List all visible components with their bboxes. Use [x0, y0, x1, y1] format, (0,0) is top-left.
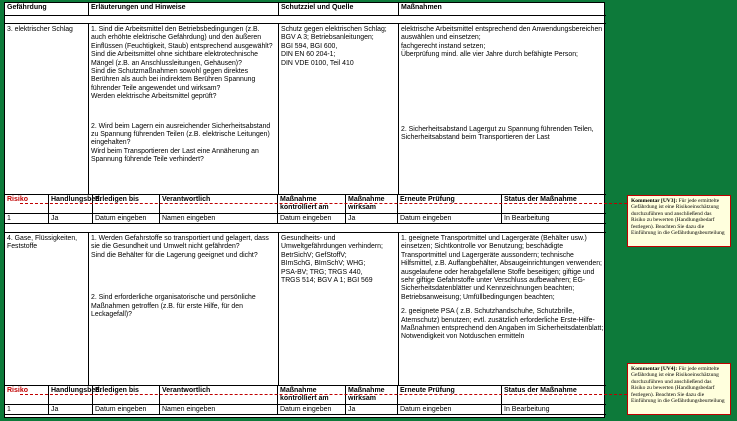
hazard-measures: [399, 233, 606, 385]
next-check-value[interactable]: Datum eingeben: [398, 405, 502, 414]
responsible-label: Verantwortlich: [160, 386, 278, 404]
note-1: 1. Sind die Arbeitsmittel den Betriebsbedingungen (z.B. auch erhöhte elektrische Gefährdung) und den äußeren Einflüssen (Feuchtigkeit, Staub) entsprechend ausgewählt? Sind die Arbeitsmittel ohne sichtbare elektrotechnische Mängel (z.B. an Anschlussleitungen, Gehäusen)? Sind die Schutzmaßnahmen sowohl gegen direktes Berühren als auch bei indirektem Berühren Spannung führender Teile angewendet und wirksam? Werden elektrische Arbeitsmittel geprüft?: [91, 26, 273, 101]
controlled-value[interactable]: Datum eingeben: [278, 214, 346, 223]
due-value[interactable]: Datum eingeben: [93, 214, 160, 223]
source-text: Gesundheits- und Umweltgefährdungen verhindern; BetrSichV; GefStoffV; BImSchG, BImSchV; WHG; PSA-BV; TRG; TRGS 440, TRGS 514; BGV A 1; BGI 569: [281, 235, 383, 285]
comment-text: Für jede ermittelte Gefährdung ist eine Risikoeinschätzung durchzuführen und anschließend das Risiko zu bewerten (Handlungsbedarf festlegen). Beachten Sie dazu die Einführung in die Gefährdungsbeurteilung: [631, 366, 725, 405]
note-1: 1. Werden Gefahrstoffe so transportiert und gelagert, dass sie die Gesundheit und Umwelt nicht gefährden? Sind die Behälter für die Lagerung geeignet und dicht?: [91, 235, 269, 259]
hazard-title: 4. Gase, Flüssigkeiten, Feststoffe: [5, 233, 89, 385]
risk-header-row: [5, 385, 606, 405]
risk-value[interactable]: 1: [5, 214, 49, 223]
header-hazard: Gefährdung: [5, 3, 89, 15]
hazard-source: [279, 233, 399, 385]
hazard-notes: [89, 24, 279, 194]
comment-label: Kommentar [UV3]:: [631, 198, 678, 204]
due-value[interactable]: Datum eingeben: [93, 405, 160, 414]
controlled-value[interactable]: Datum eingeben: [278, 405, 346, 414]
measure-2: 2. geeignete PSA ( z.B. Schutzhandschuhe, Schutzbrille, Atemschutz) benutzen; evtl. zusätzlich erforderliche Erste-Hilfe-Maßnahmen entsprechend den Angaben im Sicherheitsdatenblatt; Notwendigkeit von Notduschen ermitteln: [401, 308, 604, 341]
header-source: Schutzziel und Quelle: [279, 3, 399, 15]
responsible-value[interactable]: Namen eingeben: [160, 405, 278, 414]
next-check-value[interactable]: Datum eingeben: [398, 214, 502, 223]
status-value[interactable]: In Bearbeitung: [504, 215, 550, 222]
comment-label: Kommentar [UV4]:: [631, 366, 678, 372]
effective-label: Maßnahme wirksam: [346, 386, 398, 404]
hazard-measures: [399, 24, 606, 194]
document-sheet: [4, 2, 605, 418]
effective-value[interactable]: Ja: [346, 214, 398, 223]
risk-value-row: [5, 214, 606, 224]
comment-balloon[interactable]: [627, 363, 731, 415]
hazard-title: 3. elektrischer Schlag: [5, 24, 89, 194]
hazard-block-3: [5, 23, 606, 194]
header-notes: Erläuterungen und Hinweise: [89, 3, 279, 15]
comment-anchor-line: [20, 394, 627, 395]
controlled-label: Maßnahme kontrolliert am: [278, 195, 346, 213]
comment-anchor-line: [20, 203, 627, 204]
measure-1: 1. geeignete Transportmittel und Lagergeräte (Behälter usw.) einsetzen; Sichtkontrolle vor Benutzung; beschädigte Transportmittel und Lagergeräte aussondern; technische Hilfsmittel, z.B. Auffangbehälter, Absaugeinrichtungen verwenden; ausgelaufene oder herabgefallene Stoffe beseitigen; giftige und sehr giftige Gefahrstoffe unter Verschluss aufbewahren; EG- Sicherheitsdatenblätter und Kennzeichnungen beachten; Betriebsanweisung; Umfüllbedingungen beachten;: [401, 235, 602, 301]
status-label: Status der Maßnahme: [504, 196, 577, 203]
next-check-label: Erneute Prüfung: [398, 195, 502, 213]
table-header: [5, 3, 606, 16]
due-label: Erledigen bis: [93, 195, 160, 213]
hazard-block-4: [5, 232, 606, 385]
action-value[interactable]: Ja: [49, 405, 93, 414]
responsible-label: Verantwortlich: [160, 195, 278, 213]
risk-label: Risiko: [5, 195, 49, 213]
action-value[interactable]: Ja: [49, 214, 93, 223]
risk-value-row: [5, 405, 606, 415]
header-measures: Maßnahmen: [401, 4, 442, 11]
responsible-value[interactable]: Namen eingeben: [160, 214, 278, 223]
next-check-label: Erneute Prüfung: [398, 386, 502, 404]
measure-2: 2. Sicherheitsabstand Lagergut zu Spannung führenden Teilen, Sicherheitsabstand beim Transportieren der Last: [401, 125, 594, 142]
status-label: Status der Maßnahme: [504, 387, 577, 394]
effective-label: Maßnahme wirksam: [346, 195, 398, 213]
note-2: 2. Wird beim Lagern ein ausreichender Sicherheitsabstand zu Spannung führenden Teilen (z.B. elektrische Leitungen) eingehalten? Wird beim Transportieren der Last eine Annäherung an Spannung führende Teile verhindert?: [91, 122, 271, 164]
effective-value[interactable]: Ja: [346, 405, 398, 414]
hazard-notes: [89, 233, 279, 385]
comment-balloon[interactable]: [627, 195, 731, 247]
risk-header-row: [5, 194, 606, 214]
measure-1: elektrische Arbeitsmittel entsprechend den Anwendungsbereichen auswählen und einsetzen; fachgerecht instand setzen; Überprüfung mind. alle vier Jahre durch befähigte Person;: [401, 26, 603, 59]
source-text: Schutz gegen elektrischen Schlag; BGV A 3; Betriebsanleitungen; BGI 594, BGI 600, DIN EN 60 204-1; DIN VDE 0100, Teil 410: [281, 26, 387, 67]
risk-label: Risiko: [5, 386, 49, 404]
note-2: 2. Sind erforderliche organisatorische und persönliche Maßnahmen getroffen (z.B. für erste Hilfe, für den Leckagefall)?: [91, 294, 256, 319]
comment-text: Für jede ermittelte Gefährdung ist eine Risikoeinschätzung durchzuführen und anschließend das Risiko zu bewerten (Handlungsbedarf festlegen). Beachten Sie dazu die Einführung in die Gefährdungsbeurteilung: [631, 198, 725, 237]
action-label: Handlungsbed.: [49, 195, 93, 213]
hazard-source: [279, 24, 399, 194]
status-value[interactable]: In Bearbeitung: [504, 406, 550, 413]
controlled-label: Maßnahme kontrolliert am: [278, 386, 346, 404]
due-label: Erledigen bis: [93, 386, 160, 404]
risk-value[interactable]: 1: [5, 405, 49, 414]
action-label: Handlungsbed.: [49, 386, 93, 404]
